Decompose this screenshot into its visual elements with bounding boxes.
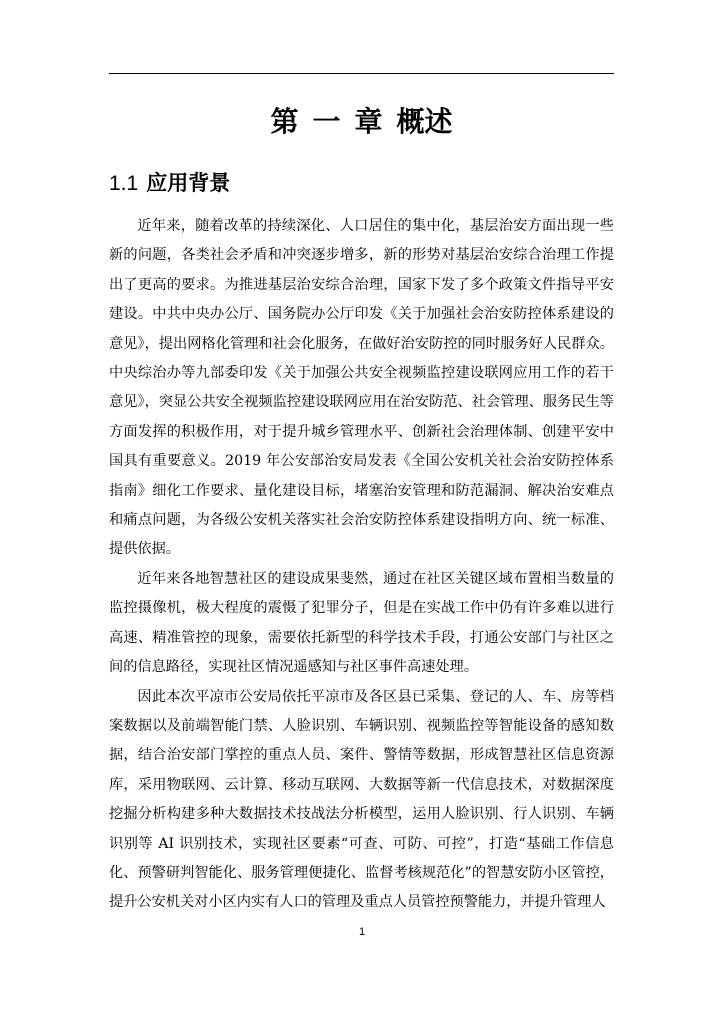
section-number: 1.1 — [109, 172, 139, 195]
paragraph: 近年来各地智慧社区的建设成果斐然，通过在社区关键区域布置相当数量的监控摄像机，极大程度的震慑了犯罪分子，但是在实战工作中仍有许多难以进行高速、精准管控的现象，需要依托新型的科学技术手段，打通公安部门与社区之间的信息路径，实现社区情况遥感知与社区事件高速处理。 — [109, 570, 614, 676]
chapter-title-word: 章 — [354, 106, 383, 137]
chapter-title-word: 第 — [270, 106, 299, 137]
paragraph: 近年来，随着改革的持续深化、人口居住的集中化，基层治安方面出现一些新的问题，各类社会矛盾和冲突逐步增多，新的形势对基层治安综合治理工作提出了更高的要求。为推进基层治安综合治理，国家下发了多个政策文件指导平安建设。中共中央办公厅、国务院办公厅印发《关于加强社会治安防控体系建设的意见》，提出网格化管理和社会化服务，在做好治安防控的同时服务好人民群众。中央综治办等九部委印发《关于加强公共安全视频监控建设联网应用工作的若干意见》，突显公共安全视频监控建设联网应用在治安防范、社会管理、服务民生等方面发挥的积极作用，对于提升城乡管理水平、创新社会治理体制、创建平安中国具有重要意义。2019 年公安部治安局发表《全国公安机关社会治安防控体系指南》细化工作要求、量化建设目标，堵塞治安管理和防范漏洞、解决治安难点和痛点问题，为各级公安机关落实社会治安防控体系建设指明方向、统一标准、提供依据。 — [109, 218, 614, 558]
section-heading — [109, 168, 230, 200]
header-rule — [109, 73, 614, 74]
body-text — [109, 212, 614, 918]
section-title: 应用背景 — [146, 172, 231, 195]
paragraph: 因此本次平凉市公安局依托平凉市及各区县已采集、登记的人、车、房等档案数据以及前端智能门禁、人脸识别、车辆识别、视频监控等智能设备的感知数据，结合治安部门掌控的重点人员、案件、警情等数据，形成智慧社区信息资源库，采用物联网、云计算、移动互联网、大数据等新一代信息技术，对数据深度挖掘分析构建多种大数据技术技战法分析模型，运用人脸识别、行人识别、车辆识别等 AI 识别技术，实现社区要素“可查、可防、可控”，打造“基础工作信息化、预警研判智能化、服务管理便捷化、监督考核规范化”的智慧安防小区管控，提升公安机关对小区内实有人口的管理及重点人员管控预警能力，并提升管理人 — [109, 688, 614, 911]
chapter-title-word: 概述 — [396, 106, 453, 137]
page-number: 1 — [358, 926, 366, 938]
chapter-title — [109, 102, 614, 142]
chapter-title-word: 一 — [312, 106, 341, 137]
